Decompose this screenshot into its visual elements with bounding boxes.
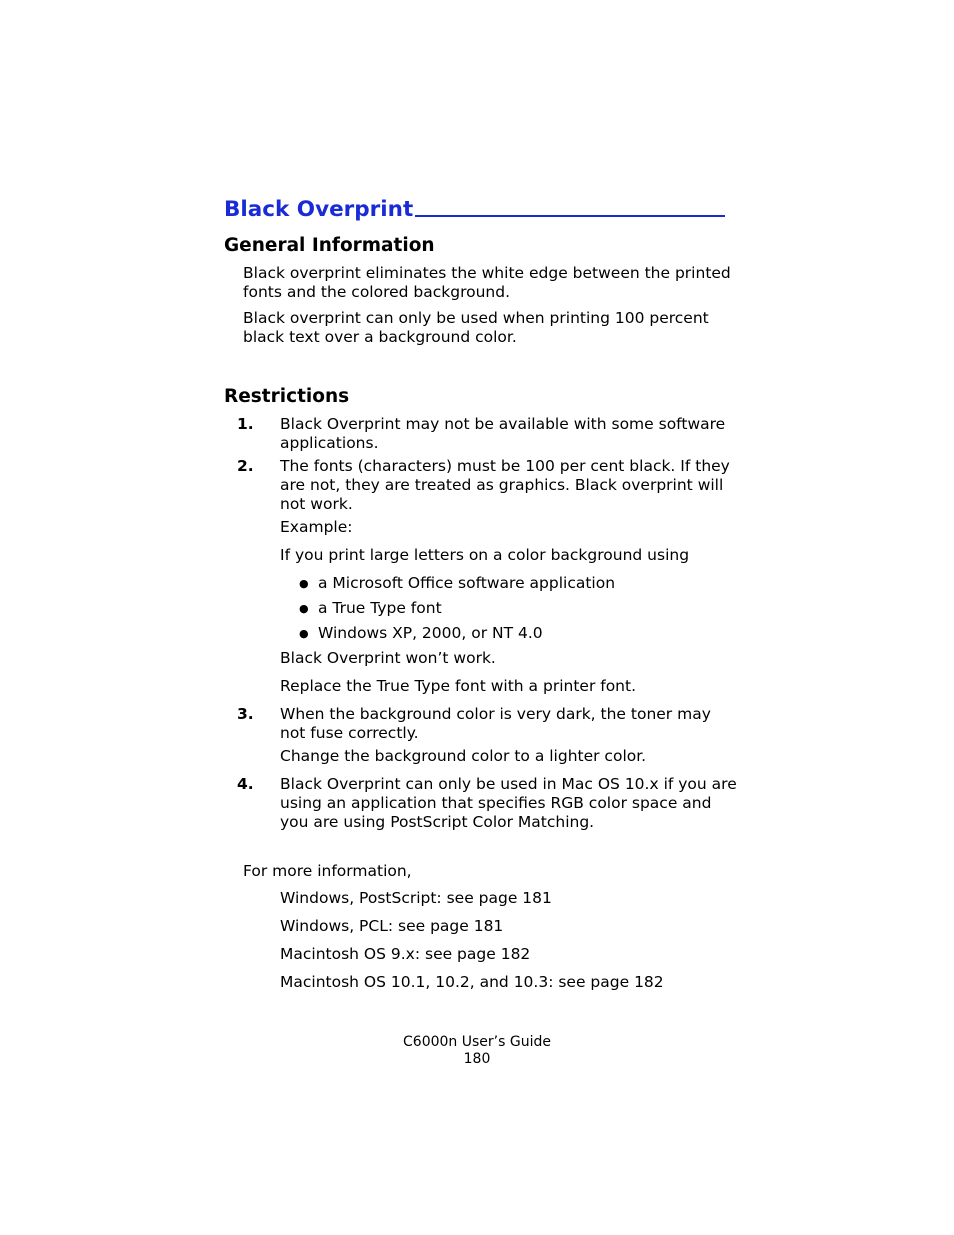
page-title-text: Black Overprint: [224, 197, 414, 222]
title-rule: [415, 215, 725, 217]
restriction-1-text: Black Overprint may not be available with some software applications.: [280, 415, 726, 452]
restriction-2-text: The fonts (characters) must be 100 per cent black. If they are not, they are treated as graphics. Black overprint will not work.: [280, 457, 730, 513]
bullet-icon: ●: [299, 627, 309, 640]
restriction-2-example-intro: If you print large letters on a color background using: [280, 546, 690, 564]
restriction-2-example-label: Example:: [280, 518, 353, 536]
restriction-3-text: When the background color is very dark, the toner may not fuse correctly.: [280, 705, 711, 742]
restrictions-heading: Restrictions: [224, 386, 350, 407]
footer-page-number: 180: [463, 1051, 491, 1067]
restriction-2-fix: Replace the True Type font with a printer font.: [280, 677, 637, 695]
footer-guide-title: C6000n User’s Guide: [403, 1034, 551, 1050]
bullet-item-1: a Microsoft Office software application: [318, 574, 616, 592]
restriction-3-fix: Change the background color to a lighter color.: [280, 747, 647, 765]
bullet-icon: ●: [299, 577, 309, 590]
restriction-1-number: 1.: [237, 415, 254, 433]
more-info-intro: For more information,: [243, 862, 412, 880]
restriction-4-text: Black Overprint can only be used in Mac OS 10.x if you are using an application that specifies RGB color space and you are using PostScript Color Matching.: [280, 775, 737, 831]
reference-windows-pcl: Windows, PCL: see page 181: [280, 917, 504, 935]
bullet-icon: ●: [299, 602, 309, 615]
restriction-4-number: 4.: [237, 775, 254, 793]
bullet-item-2: a True Type font: [318, 599, 442, 617]
general-paragraph-1: Black overprint eliminates the white edge between the printed fonts and the colored background.: [243, 264, 731, 301]
restriction-3-number: 3.: [237, 705, 254, 723]
restriction-2-result: Black Overprint won’t work.: [280, 649, 496, 667]
page-title: [224, 196, 728, 224]
reference-windows-postscript: Windows, PostScript: see page 181: [280, 889, 552, 907]
general-paragraph-2: Black overprint can only be used when printing 100 percent black text over a background color.: [243, 309, 709, 346]
restriction-2-number: 2.: [237, 457, 254, 475]
reference-macintosh-os10: Macintosh OS 10.1, 10.2, and 10.3: see page 182: [280, 973, 664, 991]
bullet-item-3: Windows XP, 2000, or NT 4.0: [318, 624, 543, 642]
reference-macintosh-os9: Macintosh OS 9.x: see page 182: [280, 945, 531, 963]
general-information-heading: General Information: [224, 235, 435, 256]
